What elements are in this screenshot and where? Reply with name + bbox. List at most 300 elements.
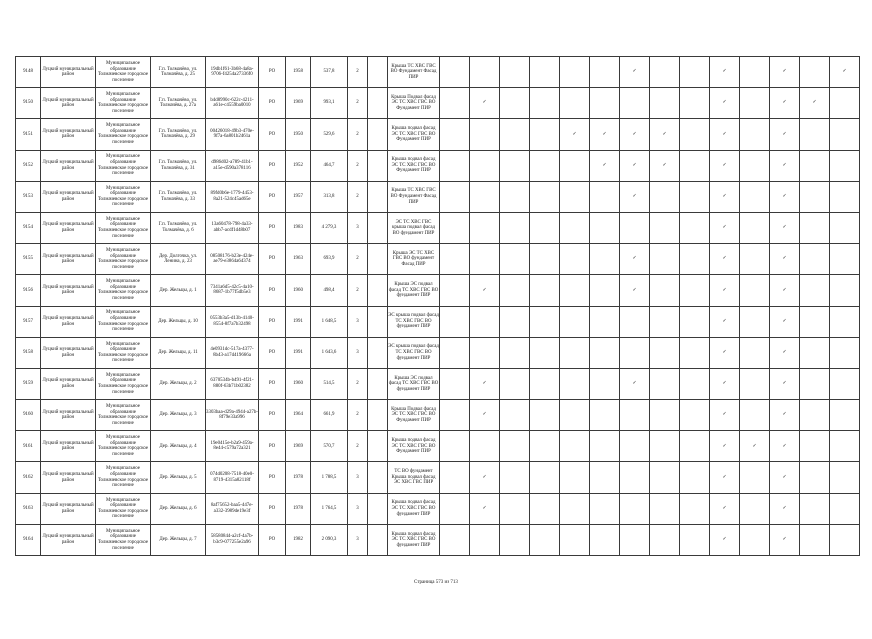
work-flag-cell bbox=[830, 400, 860, 431]
district-cell: Луцкий муниципальный район bbox=[41, 431, 96, 462]
work-flag-cell bbox=[500, 57, 530, 88]
work-flag-cell bbox=[680, 88, 710, 119]
work-flag-cell bbox=[680, 275, 710, 306]
year-cell: 1960 bbox=[286, 368, 311, 399]
area-cell: 514,5 bbox=[311, 368, 348, 399]
work-flag-cell bbox=[530, 181, 560, 212]
work-flag-cell bbox=[830, 88, 860, 119]
year-cell: 1978 bbox=[286, 462, 311, 493]
work-flag-cell bbox=[680, 337, 710, 368]
type-cell: РО bbox=[259, 524, 286, 555]
work-flag-cell bbox=[650, 400, 680, 431]
floors-cell: 2 bbox=[348, 119, 368, 150]
row-number: 9160 bbox=[16, 400, 41, 431]
district-cell: Луцкий муниципальный район bbox=[41, 57, 96, 88]
checkmark-icon: ✓ bbox=[710, 88, 740, 119]
work-flag-cell bbox=[560, 244, 590, 275]
municipality-cell: Муниципальное образование Толмачевское городское поселение bbox=[96, 119, 151, 150]
work-flag-cell bbox=[530, 88, 560, 119]
district-cell: Луцкий муниципальный район bbox=[41, 150, 96, 181]
blank-cell bbox=[368, 181, 388, 212]
works-cell: ТС ВО фундамент Крыша подвал фасад ЭС ХВС ГВС ПИР bbox=[388, 462, 440, 493]
checkmark-icon: ✓ bbox=[770, 244, 800, 275]
work-flag-cell bbox=[440, 275, 470, 306]
guid-cell: b4d8990c-622c-4211-a61e-c4559ba0010 bbox=[206, 88, 259, 119]
work-flag-cell bbox=[680, 306, 710, 337]
work-flag-cell bbox=[800, 306, 830, 337]
work-flag-cell bbox=[530, 337, 560, 368]
year-cell: 1958 bbox=[286, 57, 311, 88]
work-flag-cell bbox=[620, 212, 650, 243]
checkmark-icon: ✓ bbox=[770, 306, 800, 337]
work-flag-cell bbox=[530, 368, 560, 399]
year-cell: 1983 bbox=[286, 212, 311, 243]
floors-cell: 3 bbox=[348, 337, 368, 368]
guid-cell: 08508176-b23e-424e-ae79-e3864a64374 bbox=[206, 244, 259, 275]
work-flag-cell bbox=[680, 150, 710, 181]
work-flag-cell bbox=[680, 524, 710, 555]
district-cell: Луцкий муниципальный район bbox=[41, 119, 96, 150]
work-flag-cell bbox=[440, 368, 470, 399]
checkmark-icon: ✓ bbox=[590, 119, 620, 150]
address-cell: Дер. Жельцы, д. 4 bbox=[151, 431, 206, 462]
guid-cell: 13a60478-798-4a33-abb7-acdf1d48b07 bbox=[206, 212, 259, 243]
checkmark-icon: ✓ bbox=[740, 431, 770, 462]
work-flag-cell bbox=[530, 244, 560, 275]
work-flag-cell bbox=[830, 493, 860, 524]
work-flag-cell bbox=[470, 244, 500, 275]
floors-cell: 3 bbox=[348, 306, 368, 337]
address-cell: Дер. Жельцы, д. 10 bbox=[151, 306, 206, 337]
municipality-cell: Муниципальное образование Толмачевское городское поселение bbox=[96, 150, 151, 181]
type-cell: РО bbox=[259, 400, 286, 431]
blank-cell bbox=[368, 493, 388, 524]
district-cell: Луцкий муниципальный район bbox=[41, 337, 96, 368]
blank-cell bbox=[368, 57, 388, 88]
work-flag-cell bbox=[440, 181, 470, 212]
blank-cell bbox=[368, 275, 388, 306]
municipality-cell: Муниципальное образование Толмачевское городское поселение bbox=[96, 462, 151, 493]
work-flag-cell bbox=[740, 306, 770, 337]
district-cell: Луцкий муниципальный район bbox=[41, 181, 96, 212]
type-cell: РО bbox=[259, 493, 286, 524]
work-flag-cell bbox=[800, 212, 830, 243]
guid-cell: 8af75652-baa5-447e-a332-3989de19e3f bbox=[206, 493, 259, 524]
checkmark-icon: ✓ bbox=[710, 400, 740, 431]
blank-cell bbox=[368, 400, 388, 431]
work-flag-cell bbox=[590, 337, 620, 368]
work-flag-cell bbox=[440, 88, 470, 119]
checkmark-icon: ✓ bbox=[770, 275, 800, 306]
work-flag-cell bbox=[440, 119, 470, 150]
floors-cell: 3 bbox=[348, 524, 368, 555]
work-flag-cell bbox=[560, 368, 590, 399]
work-flag-cell bbox=[500, 88, 530, 119]
work-flag-cell bbox=[740, 119, 770, 150]
checkmark-icon: ✓ bbox=[470, 493, 500, 524]
work-flag-cell bbox=[560, 400, 590, 431]
work-flag-cell bbox=[650, 368, 680, 399]
type-cell: РО bbox=[259, 119, 286, 150]
address-cell: Дер. Жельцы, д. 5 bbox=[151, 462, 206, 493]
work-flag-cell bbox=[650, 57, 680, 88]
checkmark-icon: ✓ bbox=[710, 306, 740, 337]
floors-cell: 3 bbox=[348, 493, 368, 524]
work-flag-cell bbox=[590, 400, 620, 431]
work-flag-cell bbox=[560, 431, 590, 462]
work-flag-cell bbox=[470, 150, 500, 181]
checkmark-icon: ✓ bbox=[710, 431, 740, 462]
checkmark-icon: ✓ bbox=[800, 88, 830, 119]
work-flag-cell bbox=[470, 212, 500, 243]
work-flag-cell bbox=[680, 431, 710, 462]
work-flag-cell bbox=[650, 524, 680, 555]
address-cell: Г.п. Толмачёво, ул. Толмачёва, д. 6 bbox=[151, 212, 206, 243]
work-flag-cell bbox=[800, 244, 830, 275]
municipality-cell: Муниципальное образование Толмачевское городское поселение bbox=[96, 88, 151, 119]
checkmark-icon: ✓ bbox=[710, 493, 740, 524]
checkmark-icon: ✓ bbox=[770, 368, 800, 399]
work-flag-cell bbox=[740, 524, 770, 555]
work-flag-cell bbox=[650, 212, 680, 243]
table-row bbox=[16, 368, 860, 399]
address-cell: Дер. Жельцы, д. 6 bbox=[151, 493, 206, 524]
work-flag-cell bbox=[470, 524, 500, 555]
area-cell: 1 788,5 bbox=[311, 462, 348, 493]
type-cell: РО bbox=[259, 181, 286, 212]
work-flag-cell bbox=[650, 462, 680, 493]
work-flag-cell bbox=[680, 244, 710, 275]
checkmark-icon: ✓ bbox=[620, 57, 650, 88]
checkmark-icon: ✓ bbox=[620, 244, 650, 275]
works-cell: Крыша Подвал фасад ЭС ТС ХВС ГВС ВО Фундамент ПИР bbox=[388, 88, 440, 119]
work-flag-cell bbox=[620, 493, 650, 524]
floors-cell: 2 bbox=[348, 275, 368, 306]
work-flag-cell bbox=[800, 150, 830, 181]
work-flag-cell bbox=[830, 244, 860, 275]
floors-cell: 2 bbox=[348, 244, 368, 275]
work-flag-cell bbox=[830, 150, 860, 181]
blank-cell bbox=[368, 368, 388, 399]
work-flag-cell bbox=[530, 306, 560, 337]
work-flag-cell bbox=[500, 150, 530, 181]
floors-cell: 2 bbox=[348, 431, 368, 462]
district-cell: Луцкий муниципальный район bbox=[41, 400, 96, 431]
checkmark-icon: ✓ bbox=[710, 57, 740, 88]
checkmark-icon: ✓ bbox=[770, 431, 800, 462]
checkmark-icon: ✓ bbox=[710, 212, 740, 243]
row-number: 9156 bbox=[16, 275, 41, 306]
floors-cell: 2 bbox=[348, 400, 368, 431]
year-cell: 1991 bbox=[286, 337, 311, 368]
year-cell: 1978 bbox=[286, 493, 311, 524]
work-flag-cell bbox=[530, 431, 560, 462]
work-flag-cell bbox=[830, 275, 860, 306]
table-row bbox=[16, 244, 860, 275]
work-flag-cell bbox=[560, 150, 590, 181]
type-cell: РО bbox=[259, 88, 286, 119]
page-footer: Страница 573 из 713 bbox=[414, 580, 458, 585]
work-flag-cell bbox=[590, 212, 620, 243]
work-flag-cell bbox=[650, 431, 680, 462]
row-number: 9158 bbox=[16, 337, 41, 368]
type-cell: РО bbox=[259, 150, 286, 181]
work-flag-cell bbox=[500, 493, 530, 524]
work-flag-cell bbox=[440, 337, 470, 368]
work-flag-cell bbox=[560, 275, 590, 306]
works-cell: Крыша ЭС подвал фасад ТС ХВС ГВС ВО фундамент ПИР bbox=[388, 275, 440, 306]
work-flag-cell bbox=[740, 181, 770, 212]
table-row bbox=[16, 181, 860, 212]
row-number: 9148 bbox=[16, 57, 41, 88]
municipality-cell: Муниципальное образование Толмачевское городское поселение bbox=[96, 306, 151, 337]
work-flag-cell bbox=[560, 88, 590, 119]
work-flag-cell bbox=[620, 306, 650, 337]
row-number: 9163 bbox=[16, 493, 41, 524]
works-cell: Крыша подвал фасад ЭС ТС ХВС ГВС ВО Фундамент ПИР bbox=[388, 431, 440, 462]
work-flag-cell bbox=[590, 88, 620, 119]
area-cell: 464,7 bbox=[311, 150, 348, 181]
work-flag-cell bbox=[680, 212, 710, 243]
work-flag-cell bbox=[740, 150, 770, 181]
work-flag-cell bbox=[740, 368, 770, 399]
work-flag-cell bbox=[530, 57, 560, 88]
table-row bbox=[16, 212, 860, 243]
work-flag-cell bbox=[440, 212, 470, 243]
area-cell: 1 643,6 bbox=[311, 337, 348, 368]
checkmark-icon: ✓ bbox=[620, 181, 650, 212]
work-flag-cell bbox=[620, 88, 650, 119]
area-cell: 1 764,5 bbox=[311, 493, 348, 524]
area-cell: 1 648,5 bbox=[311, 306, 348, 337]
work-flag-cell bbox=[800, 181, 830, 212]
district-cell: Луцкий муниципальный район bbox=[41, 275, 96, 306]
work-flag-cell bbox=[500, 244, 530, 275]
work-flag-cell bbox=[800, 524, 830, 555]
blank-cell bbox=[368, 462, 388, 493]
type-cell: РО bbox=[259, 212, 286, 243]
work-flag-cell bbox=[560, 462, 590, 493]
year-cell: 1991 bbox=[286, 306, 311, 337]
district-cell: Луцкий муниципальный район bbox=[41, 88, 96, 119]
checkmark-icon: ✓ bbox=[770, 493, 800, 524]
checkmark-icon: ✓ bbox=[650, 150, 680, 181]
work-flag-cell bbox=[590, 181, 620, 212]
checkmark-icon: ✓ bbox=[770, 462, 800, 493]
type-cell: РО bbox=[259, 306, 286, 337]
checkmark-icon: ✓ bbox=[770, 212, 800, 243]
municipality-cell: Муниципальное образование Толмачевское городское поселение bbox=[96, 337, 151, 368]
checkmark-icon: ✓ bbox=[710, 244, 740, 275]
address-cell: Дер. Жельцы, д. 7 bbox=[151, 524, 206, 555]
blank-cell bbox=[368, 119, 388, 150]
work-flag-cell bbox=[530, 400, 560, 431]
work-flag-cell bbox=[680, 493, 710, 524]
work-flag-cell bbox=[530, 150, 560, 181]
type-cell: РО bbox=[259, 275, 286, 306]
address-cell: Дер. Жельцы, д. 3 bbox=[151, 400, 206, 431]
work-flag-cell bbox=[440, 493, 470, 524]
work-flag-cell bbox=[740, 212, 770, 243]
work-flag-cell bbox=[800, 57, 830, 88]
works-cell: Крыша подвал фасад ЭС ТС ХВС ГВС ВО фундамент ПИР bbox=[388, 524, 440, 555]
checkmark-icon: ✓ bbox=[710, 337, 740, 368]
checkmark-icon: ✓ bbox=[770, 150, 800, 181]
work-flag-cell bbox=[740, 88, 770, 119]
work-flag-cell bbox=[560, 337, 590, 368]
work-flag-cell bbox=[650, 275, 680, 306]
row-number: 9151 bbox=[16, 119, 41, 150]
address-cell: Дер. Жельцы, д. 2 bbox=[151, 368, 206, 399]
work-flag-cell bbox=[560, 493, 590, 524]
table-row bbox=[16, 275, 860, 306]
work-flag-cell bbox=[650, 244, 680, 275]
work-flag-cell bbox=[530, 462, 560, 493]
municipality-cell: Муниципальное образование Толмачевское городское поселение bbox=[96, 400, 151, 431]
work-flag-cell bbox=[470, 181, 500, 212]
work-flag-cell bbox=[740, 462, 770, 493]
work-flag-cell bbox=[560, 306, 590, 337]
guid-cell: 19db1f61-3b68-4a8a-9706-f4254a27336f0 bbox=[206, 57, 259, 88]
row-number: 9162 bbox=[16, 462, 41, 493]
row-number: 9159 bbox=[16, 368, 41, 399]
guid-cell: 074d0208-7518-40e0-8719-4315a82118f bbox=[206, 462, 259, 493]
work-flag-cell bbox=[830, 181, 860, 212]
year-cell: 1969 bbox=[286, 88, 311, 119]
guid-cell: 00426018-49b3-470e-9f7a-6a801b2461a bbox=[206, 119, 259, 150]
work-flag-cell bbox=[440, 462, 470, 493]
checkmark-icon: ✓ bbox=[710, 275, 740, 306]
work-flag-cell bbox=[800, 431, 830, 462]
work-flag-cell bbox=[830, 212, 860, 243]
checkmark-icon: ✓ bbox=[560, 119, 590, 150]
address-cell: Дер. Долгочка, ул. Ленина, д. 23 bbox=[151, 244, 206, 275]
work-flag-cell bbox=[470, 119, 500, 150]
year-cell: 1969 bbox=[286, 431, 311, 462]
address-cell: Г.п. Толмачёво, ул. Толмачёва, д. 31 bbox=[151, 150, 206, 181]
work-flag-cell bbox=[740, 57, 770, 88]
year-cell: 1963 bbox=[286, 244, 311, 275]
address-cell: Г.п. Толмачёво, ул. Толмачёва, д. 25 bbox=[151, 57, 206, 88]
work-flag-cell bbox=[650, 181, 680, 212]
checkmark-icon: ✓ bbox=[770, 400, 800, 431]
type-cell: РО bbox=[259, 462, 286, 493]
work-flag-cell bbox=[830, 368, 860, 399]
municipality-cell: Муниципальное образование Толмачевское городское поселение bbox=[96, 493, 151, 524]
work-flag-cell bbox=[500, 400, 530, 431]
floors-cell: 3 bbox=[348, 212, 368, 243]
work-flag-cell bbox=[500, 119, 530, 150]
table-row bbox=[16, 493, 860, 524]
checkmark-icon: ✓ bbox=[470, 275, 500, 306]
checkmark-icon: ✓ bbox=[710, 119, 740, 150]
area-cell: 313,8 bbox=[311, 181, 348, 212]
work-flag-cell bbox=[500, 306, 530, 337]
year-cell: 1950 bbox=[286, 119, 311, 150]
work-flag-cell bbox=[500, 212, 530, 243]
work-flag-cell bbox=[530, 493, 560, 524]
area-cell: 529,6 bbox=[311, 119, 348, 150]
works-cell: ЭС крыша подвал фасад ТС ХВС ГВС ВО фундамент ПИР bbox=[388, 337, 440, 368]
work-flag-cell bbox=[740, 275, 770, 306]
work-flag-cell bbox=[560, 212, 590, 243]
floors-cell: 2 bbox=[348, 88, 368, 119]
works-cell: ЭС крыша подвал фасад ТС ХВС ГВС ВО фундамент ПИР bbox=[388, 306, 440, 337]
municipality-cell: Муниципальное образование Толмачевское городское поселение bbox=[96, 524, 151, 555]
checkmark-icon: ✓ bbox=[620, 119, 650, 150]
district-cell: Луцкий муниципальный район bbox=[41, 306, 96, 337]
work-flag-cell bbox=[680, 181, 710, 212]
checkmark-icon: ✓ bbox=[770, 57, 800, 88]
work-flag-cell bbox=[590, 275, 620, 306]
address-cell: Дер. Жельцы, д. 11 bbox=[151, 337, 206, 368]
work-flag-cell bbox=[560, 524, 590, 555]
table-row bbox=[16, 57, 860, 88]
blank-cell bbox=[368, 306, 388, 337]
row-number: 9155 bbox=[16, 244, 41, 275]
floors-cell: 2 bbox=[348, 181, 368, 212]
type-cell: РО bbox=[259, 368, 286, 399]
table-row bbox=[16, 400, 860, 431]
work-flag-cell bbox=[590, 524, 620, 555]
checkmark-icon: ✓ bbox=[770, 524, 800, 555]
type-cell: РО bbox=[259, 244, 286, 275]
checkmark-icon: ✓ bbox=[590, 150, 620, 181]
works-cell: Крыша подвал фасад ЭС ТС ХВС ГВС ВО Фундамент ПИР bbox=[388, 150, 440, 181]
guid-cell: 89fd0b6e-1779-4453-8a21-524c45ad65e bbox=[206, 181, 259, 212]
work-flag-cell bbox=[680, 119, 710, 150]
works-cell: Крыша ТС ХВС ГВС ВО Фундамент Фасад ПИР bbox=[388, 57, 440, 88]
works-cell: Крыша ЭС ТС ХВС ГВС ВО фундамент Фасад ПИР bbox=[388, 244, 440, 275]
guid-cell: 58580844-a2cf-4a7b-b3c9-077255e2a96 bbox=[206, 524, 259, 555]
area-cell: 993,1 bbox=[311, 88, 348, 119]
checkmark-icon: ✓ bbox=[710, 150, 740, 181]
floors-cell: 3 bbox=[348, 462, 368, 493]
works-cell: Крыша ЭС подвал фасад ТС ХВС ГВС ВО фундамент ПИР bbox=[388, 368, 440, 399]
work-flag-cell bbox=[680, 57, 710, 88]
work-flag-cell bbox=[650, 493, 680, 524]
district-cell: Луцкий муниципальный район bbox=[41, 368, 96, 399]
work-flag-cell bbox=[830, 462, 860, 493]
checkmark-icon: ✓ bbox=[770, 119, 800, 150]
blank-cell bbox=[368, 150, 388, 181]
work-flag-cell bbox=[440, 431, 470, 462]
work-flag-cell bbox=[470, 431, 500, 462]
works-cell: Крыша ТС ХВС ГВС ВО Фундамент Фасад ПИР bbox=[388, 181, 440, 212]
row-number: 9154 bbox=[16, 212, 41, 243]
municipality-cell: Муниципальное образование Толмачевское городское поселение bbox=[96, 431, 151, 462]
row-number: 9164 bbox=[16, 524, 41, 555]
district-cell: Луцкий муниципальный район bbox=[41, 244, 96, 275]
year-cell: 1982 bbox=[286, 524, 311, 555]
work-flag-cell bbox=[620, 337, 650, 368]
work-flag-cell bbox=[470, 337, 500, 368]
works-cell: ЭС ТС ХВС ГВС крыша подвал фасад ВО фундамент ПИР bbox=[388, 212, 440, 243]
row-number: 9150 bbox=[16, 88, 41, 119]
area-cell: 661,9 bbox=[311, 400, 348, 431]
table-row bbox=[16, 462, 860, 493]
table-row bbox=[16, 524, 860, 555]
work-flag-cell bbox=[500, 181, 530, 212]
floors-cell: 2 bbox=[348, 57, 368, 88]
work-flag-cell bbox=[530, 524, 560, 555]
work-flag-cell bbox=[500, 462, 530, 493]
row-number: 9161 bbox=[16, 431, 41, 462]
work-flag-cell bbox=[800, 337, 830, 368]
checkmark-icon: ✓ bbox=[620, 275, 650, 306]
work-flag-cell bbox=[620, 431, 650, 462]
work-flag-cell bbox=[590, 306, 620, 337]
